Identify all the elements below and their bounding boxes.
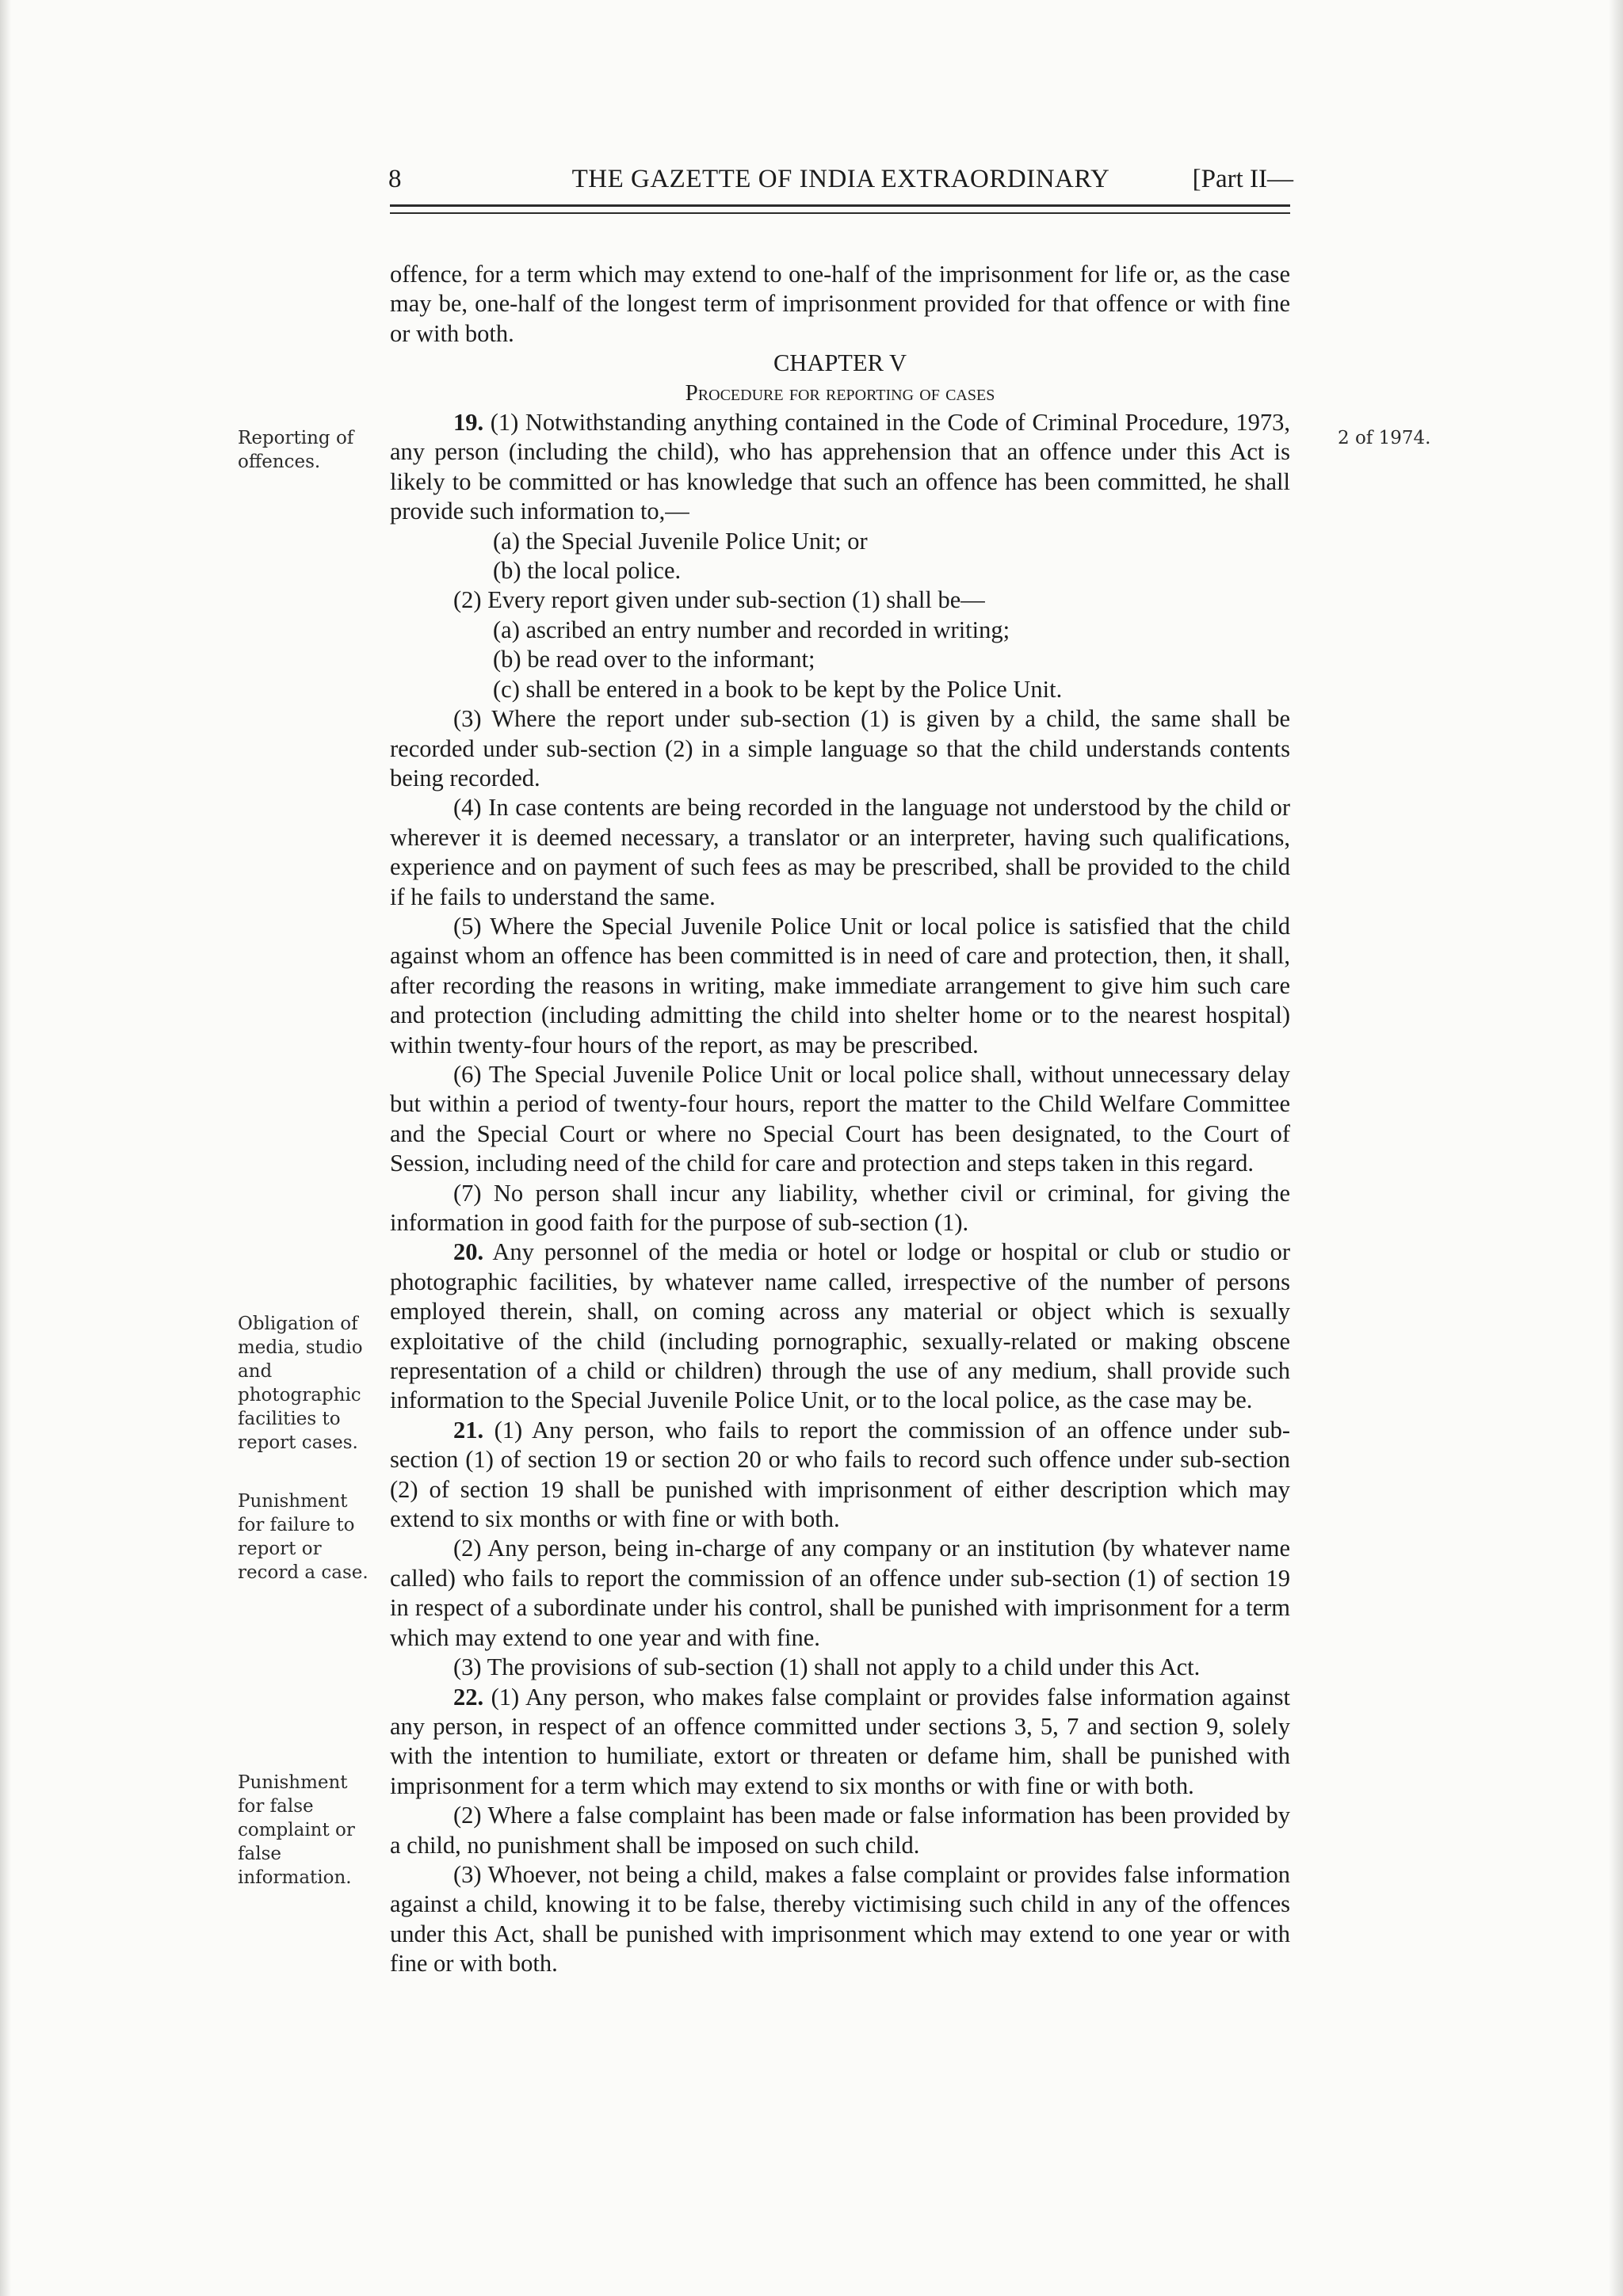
section-22-sub-2: (2) Where a false complaint has been made or false information has been provided by a child, no punishment shall be imposed on such child. [390, 1802, 1290, 1859]
page-number: 8 [388, 165, 402, 193]
running-header [388, 165, 1293, 196]
section-19-sub-7: (7) No person shall incur any liability, whether civil or criminal, for giving the information in good faith for the purpose of sub-section (1). [390, 1179, 1290, 1236]
section-19-2-clause-a: (a) ascribed an entry number and recorded in writing; [493, 616, 1010, 643]
continuation-paragraph: offence, for a term which may extend to one-half of the imprisonment for life or, as the case may be, one-half of the longest term of imprisonment provided for that offence or with fine or with both. [390, 261, 1290, 347]
section-20 [390, 1238, 1290, 1415]
section-19-clause-a: (a) the Special Juvenile Police Unit; or [493, 527, 868, 555]
section-21-sub-3: (3) The provisions of sub-section (1) shall not apply to a child under this Act. [453, 1653, 1201, 1681]
body-text [390, 260, 1290, 1979]
section-22-sub-1 [390, 1683, 1290, 1802]
section-21-sub-2: (2) Any person, being in-charge of any company or an institution (by whatever name called) who fails to report the commission of an offence under sub-section (1) of section 19 in respect of a subordinate under his control, shall be punished with imprisonment for a term which may extend to one year and with fine. [390, 1535, 1290, 1651]
section-number: 19. [453, 409, 484, 437]
header-rule [390, 204, 1290, 207]
section-22-sub-3: (3) Whoever, not being a child, makes a false complaint or provides false information against a child, knowing it to be false, thereby victimising such child in any of the offences under this Act, shall be punished with imprisonment which may extend to one year or with fine or with both. [390, 1860, 1290, 1978]
margin-note-failure: Punishment for failure to report or record a case. [238, 1491, 369, 1583]
section-19-sub-5: (5) Where the Special Juvenile Police Unit or local police is satisfied that the child against whom an offence has been committed is in need of care and protection, then, it shall, after recording the reasons in writing, make immediate arrangement to give him such care and protection (including admitting the child into shelter home or to the nearest hospital) within twenty-four hours of the report, as may be prescribed. [390, 912, 1290, 1058]
page-edge-right [1609, 0, 1623, 2296]
part-label: [Part II— [1192, 165, 1293, 193]
section-19-2-clause-c: (c) shall be entered in a book to be kept by the Police Unit. [493, 675, 1063, 703]
section-19-sub-4: (4) In case contents are being recorded in the language not understood by the child or wherever it is deemed necessary, a translator or an interpreter, having such qualifications, experience and on payment of such fees as may be prescribed, shall be provided to the child if he fails to understand the same. [390, 794, 1290, 910]
section-number: 21. [453, 1416, 484, 1444]
chapter-subtitle: Procedure for reporting of cases [685, 379, 995, 406]
chapter-heading: CHAPTER V [773, 349, 907, 377]
page-edge-left [0, 0, 11, 2296]
section-number: 22. [453, 1683, 484, 1711]
section-19-2-clause-b: (b) be read over to the informant; [493, 646, 815, 673]
gazette-title: THE GAZETTE OF INDIA EXTRAORDINARY [571, 165, 1110, 193]
margin-note-obligation: Obligation of media, studio and photographic facilities to report cases. [238, 1314, 363, 1453]
section-19-sub-1 [390, 408, 1290, 527]
margin-note-act-ref: 2 of 1974. [1338, 428, 1431, 448]
section-19-sub-6: (6) The Special Juvenile Police Unit or local police shall, without unnecessary delay but within a period of twenty-four hours, report the matter to the Child Welfare Committee and the Special Court or where no Special Court has been designated, to the Court of Session, including need of the child for care and protection and steps taken in this regard. [390, 1060, 1290, 1177]
section-19-sub-2: (2) Every report given under sub-section (1) shall be— [453, 586, 985, 614]
paragraph-text: (1) Any person, who fails to report the commission of an offence under sub-section (1) of section 19 or section 20 or who fails to record such offence under sub-section (2) of section 19 shall be punished with imprisonment of either description which may extend to six months or with fine or with both. [390, 1416, 1290, 1533]
paragraph-text: (1) Notwithstanding anything contained in the Code of Criminal Procedure, 1973, any person (including the child), who has apprehension that an offence under this Act is likely to be committed or has knowledge that such an offence has been committed, he shall provide such information to,— [390, 409, 1291, 525]
margin-note-reporting: Reporting of offences. [238, 428, 354, 472]
margin-note-false-complaint: Punishment for false complaint or false information. [238, 1772, 355, 1888]
header-rule-secondary [390, 212, 1290, 214]
section-21-sub-1 [390, 1416, 1290, 1535]
paragraph-text: (1) Any person, who makes false complaint or provides false information against any person, in respect of an offence committed under sections 3, 5, 7 and section 9, solely with the intention to humiliate, extort or threaten or defame him, shall be punished with imprisonment for a term which may extend to six months or with fine or with both. [390, 1683, 1290, 1799]
section-number: 20. [453, 1238, 484, 1266]
section-19-clause-b: (b) the local police. [493, 557, 682, 585]
paragraph-text: Any personnel of the media or hotel or lodge or hospital or club or studio or photographic facilities, by whatever name called, irrespective of the number of persons employed therein, shall, on coming across any material or object which is sexually exploitative of the child (including pornographic, sexually-related or making obscene representation of a child or children) through the use of any medium, shall provide such information to the Special Juvenile Police Unit, or to the local police, as the case may be. [390, 1238, 1290, 1414]
section-19-sub-3: (3) Where the report under sub-section (1) is given by a child, the same shall be recorded under sub-section (2) in a simple language so that the child understands contents being recorded. [390, 705, 1290, 791]
